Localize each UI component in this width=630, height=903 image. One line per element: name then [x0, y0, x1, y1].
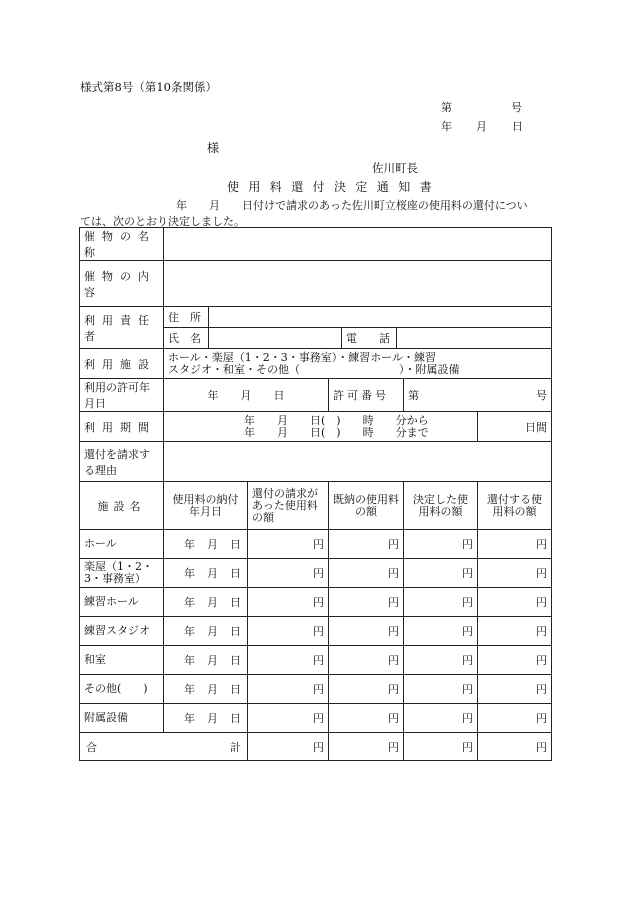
- fee-row-paid-date[interactable]: [164, 559, 248, 588]
- fee-row-decided-amount[interactable]: 円: [404, 704, 478, 733]
- paid-date-month: 月: [207, 625, 218, 638]
- fee-row-facility-name: 練習ホール: [80, 588, 164, 617]
- fee-row-decided-amount[interactable]: 円: [404, 646, 478, 675]
- facility-text-1: ホール・楽屋（1・2・3・事務室）・練習ホール・練習: [168, 350, 437, 364]
- fee-row-paid-date[interactable]: [164, 704, 248, 733]
- fee-row-paid-amount[interactable]: 円: [329, 646, 404, 675]
- fee-row-paid-amount[interactable]: 円: [329, 617, 404, 646]
- header-paid-amount: 既納の使用料の額: [329, 482, 404, 530]
- fee-row-requested-amount[interactable]: 円: [248, 588, 329, 617]
- document-title: 使用料還付決定通知書: [227, 180, 442, 194]
- total-label-1: 合: [86, 740, 97, 754]
- fee-row: [80, 617, 552, 646]
- paid-date-month: 月: [207, 654, 218, 667]
- paid-date-month: 月: [207, 683, 218, 696]
- fee-row: [80, 559, 552, 588]
- fee-row-requested-amount[interactable]: 円: [248, 617, 329, 646]
- paid-date-ymd: [168, 623, 243, 639]
- total-label-2: 計: [230, 740, 241, 754]
- fee-row-facility-name: 和室: [80, 646, 164, 675]
- address-row: [164, 307, 552, 328]
- paid-date-month: 月: [207, 712, 218, 725]
- header-refund-amount: 還付する使用料の額: [478, 482, 552, 530]
- fee-row-requested-amount[interactable]: 円: [248, 559, 329, 588]
- event-content-field[interactable]: [164, 261, 552, 307]
- paid-date-year: 年: [184, 596, 195, 609]
- paid-date-ymd: [168, 594, 243, 610]
- refund-form-table: [79, 227, 552, 761]
- reason-label: 還付を請求する理由: [80, 442, 164, 482]
- paid-date-ymd: [168, 536, 243, 552]
- paid-date-day: 日: [230, 683, 241, 696]
- fee-row-facility-name: ホール: [80, 530, 164, 559]
- fee-row-facility-name: 附属設備: [80, 704, 164, 733]
- paid-date-year: 年: [184, 712, 195, 725]
- paid-date-month: 月: [207, 567, 218, 580]
- paid-date-ymd: [168, 681, 243, 697]
- fee-row-refund-amount[interactable]: 円: [478, 530, 552, 559]
- fee-row-requested-amount[interactable]: 円: [248, 530, 329, 559]
- paid-date-year: 年: [184, 625, 195, 638]
- date-month: 月: [476, 120, 487, 133]
- name-row: [164, 328, 552, 349]
- fee-row-decided-amount[interactable]: 円: [404, 617, 478, 646]
- event-content-label: 催物の内容: [80, 261, 164, 307]
- period-label: 利用期間: [80, 412, 164, 442]
- paid-date-month: 月: [207, 538, 218, 551]
- paid-date-ymd: [168, 652, 243, 668]
- fee-row-paid-date[interactable]: [164, 675, 248, 704]
- facility-options[interactable]: [164, 349, 552, 379]
- fee-row-decided-amount[interactable]: 円: [404, 588, 478, 617]
- paid-date-day: 日: [230, 654, 241, 667]
- total-paid[interactable]: 円: [329, 733, 404, 761]
- fee-row-facility-name: その他( ): [80, 675, 164, 704]
- total-label: [80, 733, 248, 761]
- number-dai: 第: [441, 101, 452, 114]
- period-to: 年 月 日( ) 時 分まで: [244, 425, 429, 439]
- paid-date-ymd: [168, 565, 243, 581]
- fee-row-paid-amount[interactable]: 円: [329, 588, 404, 617]
- name-label: 氏 名: [164, 328, 209, 348]
- paid-date-year: 年: [184, 654, 195, 667]
- body-text-line2: ては、次のとおり決定しました。: [80, 215, 245, 228]
- fee-row-refund-amount[interactable]: 円: [478, 617, 552, 646]
- date-day: 日: [512, 120, 523, 133]
- period-from: 年 月 日( ) 時 分から: [244, 413, 429, 427]
- fee-row-paid-date[interactable]: [164, 617, 248, 646]
- fee-row-facility-name: 練習スタジオ: [80, 617, 164, 646]
- fee-row-refund-amount[interactable]: 円: [478, 588, 552, 617]
- fee-row-paid-amount[interactable]: 円: [329, 704, 404, 733]
- permit-date-field[interactable]: 年 月 日: [164, 379, 329, 412]
- permit-number-field[interactable]: [404, 379, 552, 412]
- fee-row-refund-amount[interactable]: 円: [478, 646, 552, 675]
- event-name-label: 催物の名称: [80, 228, 164, 261]
- fee-row: [80, 704, 552, 733]
- permit-number-label: 許可番号: [329, 379, 404, 412]
- phone-label: 電 話: [342, 328, 397, 348]
- fee-row-paid-date[interactable]: [164, 646, 248, 675]
- fee-row-decided-amount[interactable]: 円: [404, 675, 478, 704]
- paid-date-year: 年: [184, 538, 195, 551]
- name-field[interactable]: [209, 328, 342, 348]
- fee-row-paid-amount[interactable]: 円: [329, 559, 404, 588]
- fee-row-paid-date[interactable]: [164, 530, 248, 559]
- reason-field[interactable]: [164, 442, 552, 482]
- address-label: 住 所: [164, 307, 209, 327]
- facility-text-2: スタジオ・和室・その他（ ）・附属設備: [168, 362, 460, 376]
- fee-row-paid-amount[interactable]: 円: [329, 675, 404, 704]
- fee-row-refund-amount[interactable]: 円: [478, 559, 552, 588]
- fee-row-requested-amount[interactable]: 円: [248, 704, 329, 733]
- paid-date-day: 日: [230, 625, 241, 638]
- fee-row: [80, 588, 552, 617]
- header-paid-date: 使用料の納付年月日: [164, 482, 248, 530]
- facility-label: 利用施設: [80, 349, 164, 379]
- number-go: 号: [511, 101, 522, 114]
- paid-date-day: 日: [230, 567, 241, 580]
- period-days: 日間: [478, 412, 552, 442]
- fee-row: [80, 530, 552, 559]
- addressee-sama: 様: [207, 141, 220, 155]
- form-number: 様式第8号（第10条関係）: [80, 80, 217, 94]
- fee-row-decided-amount[interactable]: 円: [404, 559, 478, 588]
- fee-row-refund-amount[interactable]: 円: [478, 675, 552, 704]
- total-refund[interactable]: 円: [478, 733, 552, 761]
- header-requested-amount: 還付の請求があった使用料の額: [248, 482, 329, 530]
- paid-date-year: 年: [184, 567, 195, 580]
- fee-row-paid-amount[interactable]: 円: [329, 530, 404, 559]
- fee-row-facility-name: 楽屋（1・2・3・事務室）: [80, 559, 164, 588]
- permit-date-label: 利用の許可年月日: [80, 379, 164, 412]
- total-decided[interactable]: 円: [404, 733, 478, 761]
- permit-number-dai: 第: [408, 389, 419, 402]
- permit-number-go: 号: [536, 389, 548, 402]
- total-requested[interactable]: 円: [248, 733, 329, 761]
- fee-row-decided-amount[interactable]: 円: [404, 530, 478, 559]
- paid-date-day: 日: [230, 538, 241, 551]
- fee-row: [80, 646, 552, 675]
- paid-date-month: 月: [207, 596, 218, 609]
- fee-row-requested-amount[interactable]: 円: [248, 646, 329, 675]
- fee-row: [80, 675, 552, 704]
- paid-date-ymd: [168, 710, 243, 726]
- responsible-label: 利用責任者: [80, 307, 164, 349]
- date-year: 年: [441, 120, 452, 133]
- paid-date-day: 日: [230, 712, 241, 725]
- fee-row-paid-date[interactable]: [164, 588, 248, 617]
- header-facility: 施設名: [80, 482, 164, 530]
- paid-date-year: 年: [184, 683, 195, 696]
- paid-date-day: 日: [230, 596, 241, 609]
- header-decided-amount: 決定した使用料の額: [404, 482, 478, 530]
- fee-row-refund-amount[interactable]: 円: [478, 704, 552, 733]
- body-text-line1: 年 月 日付けで請求のあった佐川町立桜座の使用料の還付につい: [176, 199, 528, 212]
- fee-row-requested-amount[interactable]: 円: [248, 675, 329, 704]
- issuer: 佐川町長: [372, 161, 418, 175]
- event-name-field[interactable]: [164, 228, 552, 261]
- period-field[interactable]: [164, 412, 478, 442]
